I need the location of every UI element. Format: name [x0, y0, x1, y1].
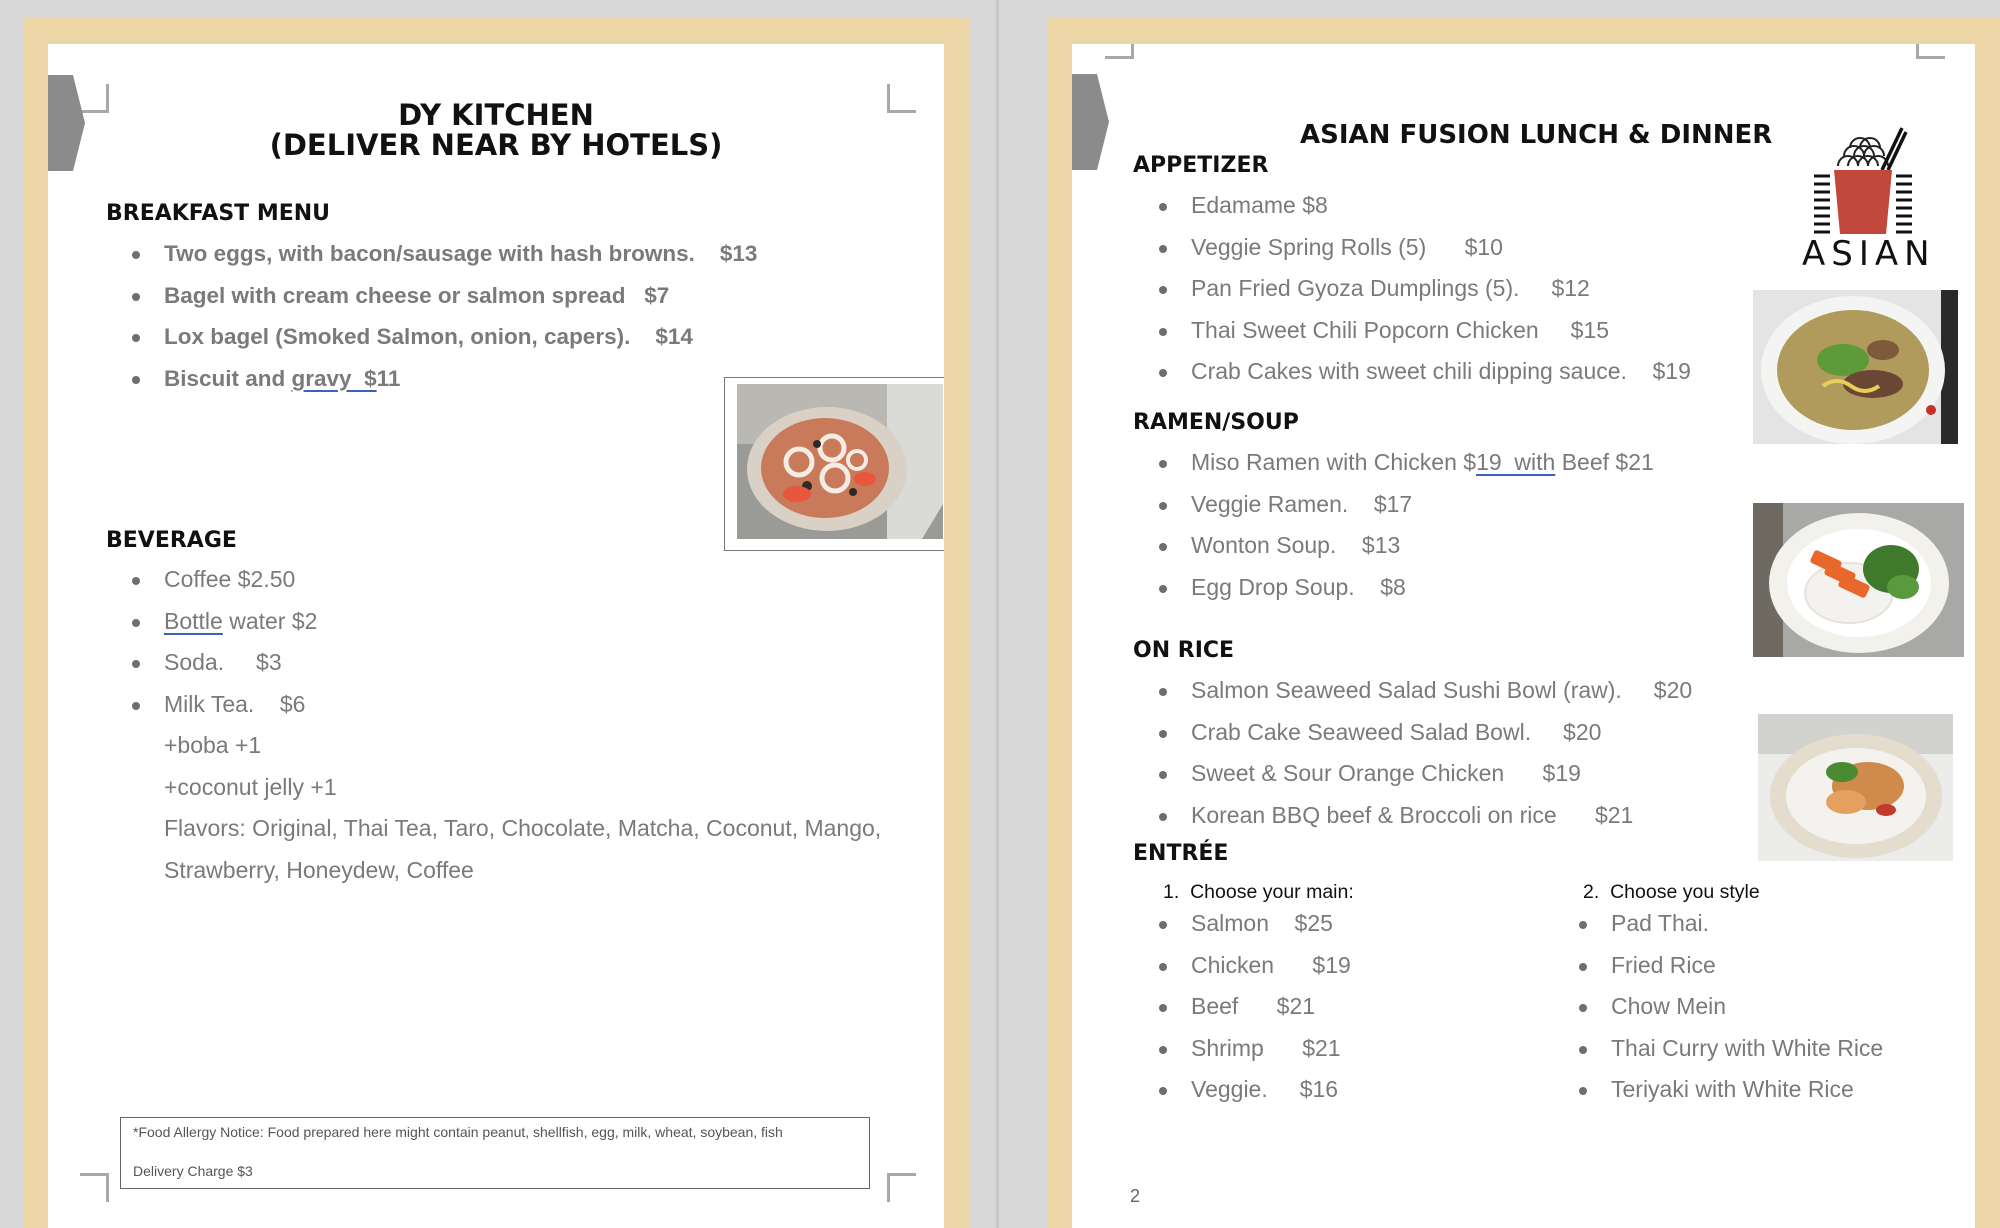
list-item: Salmon $25	[1133, 903, 1351, 945]
allergy-notice: *Food Allergy Notice: Food prepared here might contain peanut, shellfish, egg, milk, wheat, soybean, fish	[133, 1124, 783, 1140]
item-text: water $2	[222, 607, 318, 634]
section-tab-marker	[1072, 74, 1109, 170]
spellcheck-text[interactable]: gravy $	[291, 365, 377, 391]
entree-step-style: 2. Choose you style	[1583, 881, 1760, 903]
allergy-notice-box[interactable]	[120, 1117, 870, 1189]
ramen-bowl-image	[1753, 290, 1958, 444]
on-rice-list	[1133, 670, 1692, 836]
item-text: 11	[376, 365, 401, 391]
list-item: Soda. $3	[106, 642, 881, 684]
page-number: 2	[1130, 1186, 1141, 1206]
chicken-rice-photo[interactable]	[1758, 714, 1953, 861]
ramen-list	[1133, 442, 1654, 608]
list-item: Wonton Soup. $13	[1133, 525, 1654, 567]
page-1-frame	[23, 18, 969, 1228]
page-1[interactable]	[48, 44, 944, 1228]
list-item	[106, 358, 757, 400]
page-2-frame	[1047, 18, 2000, 1228]
spellcheck-text[interactable]: Bottle	[164, 607, 223, 634]
list-item: Fried Rice	[1553, 945, 1883, 987]
logo-text: ASIAN	[1802, 234, 1936, 274]
list-item: Veggie. $16	[1133, 1069, 1351, 1111]
list-item: Thai Curry with White Rice	[1553, 1028, 1883, 1070]
list-item: Thai Sweet Chili Popcorn Chicken $15	[1133, 310, 1691, 352]
list-item: Crab Cake Seaweed Salad Bowl. $20	[1133, 712, 1692, 754]
bagel-photo	[737, 384, 943, 539]
delivery-charge: Delivery Charge $3	[133, 1163, 253, 1179]
salmon-bowl-photo[interactable]	[1753, 503, 1964, 657]
entree-heading: ENTRÉE	[1133, 841, 1229, 866]
appetizer-list	[1133, 185, 1691, 393]
corner-mark	[1916, 44, 1945, 59]
corner-mark	[1105, 44, 1134, 59]
list-item: Pan Fried Gyoza Dumplings (5). $12	[1133, 268, 1691, 310]
entree-step-main: 1. Choose your main:	[1163, 881, 1354, 903]
page-title: ASIAN FUSION LUNCH & DINNER	[1300, 120, 1773, 150]
page-divider	[996, 0, 999, 1228]
ramen-photo[interactable]	[1753, 290, 1958, 444]
list-item: Two eggs, with bacon/sausage with hash browns. $13	[106, 233, 757, 275]
menu-subtitle: (DELIVER NEAR BY HOTELS)	[269, 128, 723, 162]
salmon-bowl-image	[1753, 503, 1964, 657]
item-text: Miso Ramen with Chicken $	[1191, 449, 1477, 475]
addon-line: +coconut jelly +1	[164, 773, 337, 800]
ramen-heading: RAMEN/SOUP	[1133, 410, 1299, 435]
on-rice-heading: ON RICE	[1133, 638, 1235, 663]
list-item: Egg Drop Soup. $8	[1133, 567, 1654, 609]
page-2[interactable]	[1072, 44, 1975, 1228]
corner-mark	[887, 1173, 916, 1202]
list-item: Edamame $8	[1133, 185, 1691, 227]
flavors-line: Flavors: Original, Thai Tea, Taro, Chocolate, Matcha, Coconut, Mango,	[164, 815, 882, 841]
list-item: Veggie Ramen. $17	[1133, 484, 1654, 526]
beverage-list	[106, 559, 881, 725]
item-text: Beef $21	[1555, 449, 1654, 475]
list-item: Shrimp $21	[1133, 1028, 1351, 1070]
list-item: Beef $21	[1133, 986, 1351, 1028]
flavors-line: Strawberry, Honeydew, Coffee	[164, 856, 474, 883]
entree-main-list	[1133, 903, 1351, 1111]
corner-mark	[80, 1173, 109, 1202]
list-item	[106, 601, 881, 643]
addon-line: +boba +1	[164, 732, 262, 758]
list-item: Veggie Spring Rolls (5) $10	[1133, 227, 1691, 269]
list-item: Chicken $19	[1133, 945, 1351, 987]
list-item	[1133, 442, 1654, 484]
list-item: Lox bagel (Smoked Salmon, onion, capers). $14	[106, 316, 757, 358]
item-text: Biscuit and	[164, 365, 292, 391]
list-item: Crab Cakes with sweet chili dipping sauce. $19	[1133, 351, 1691, 393]
list-item: Bagel with cream cheese or salmon spread $7	[106, 275, 757, 317]
bagel-photo-frame[interactable]	[724, 377, 944, 551]
list-item: Pad Thai.	[1553, 903, 1883, 945]
beverage-heading: BEVERAGE	[106, 528, 237, 553]
list-item: Korean BBQ beef & Broccoli on rice $21	[1133, 795, 1692, 837]
entree-style-list	[1553, 903, 1883, 1111]
menu-title: DY KITCHEN	[398, 98, 594, 132]
noodle-bowl-icon	[1802, 124, 1922, 244]
chicken-rice-image	[1758, 714, 1953, 861]
spellcheck-text[interactable]: 19 with	[1476, 449, 1556, 475]
list-item: Salmon Seaweed Salad Sushi Bowl (raw). $20	[1133, 670, 1692, 712]
list-item: Milk Tea. $6	[106, 684, 881, 726]
list-item: Sweet & Sour Orange Chicken $19	[1133, 753, 1692, 795]
breakfast-heading: BREAKFAST MENU	[106, 201, 331, 226]
asian-fusion-logo	[1802, 124, 1936, 274]
list-item: Chow Mein	[1553, 986, 1883, 1028]
breakfast-list	[106, 233, 757, 399]
list-item: Coffee $2.50	[106, 559, 881, 601]
list-item: Teriyaki with White Rice	[1553, 1069, 1883, 1111]
appetizer-heading: APPETIZER	[1133, 153, 1269, 178]
